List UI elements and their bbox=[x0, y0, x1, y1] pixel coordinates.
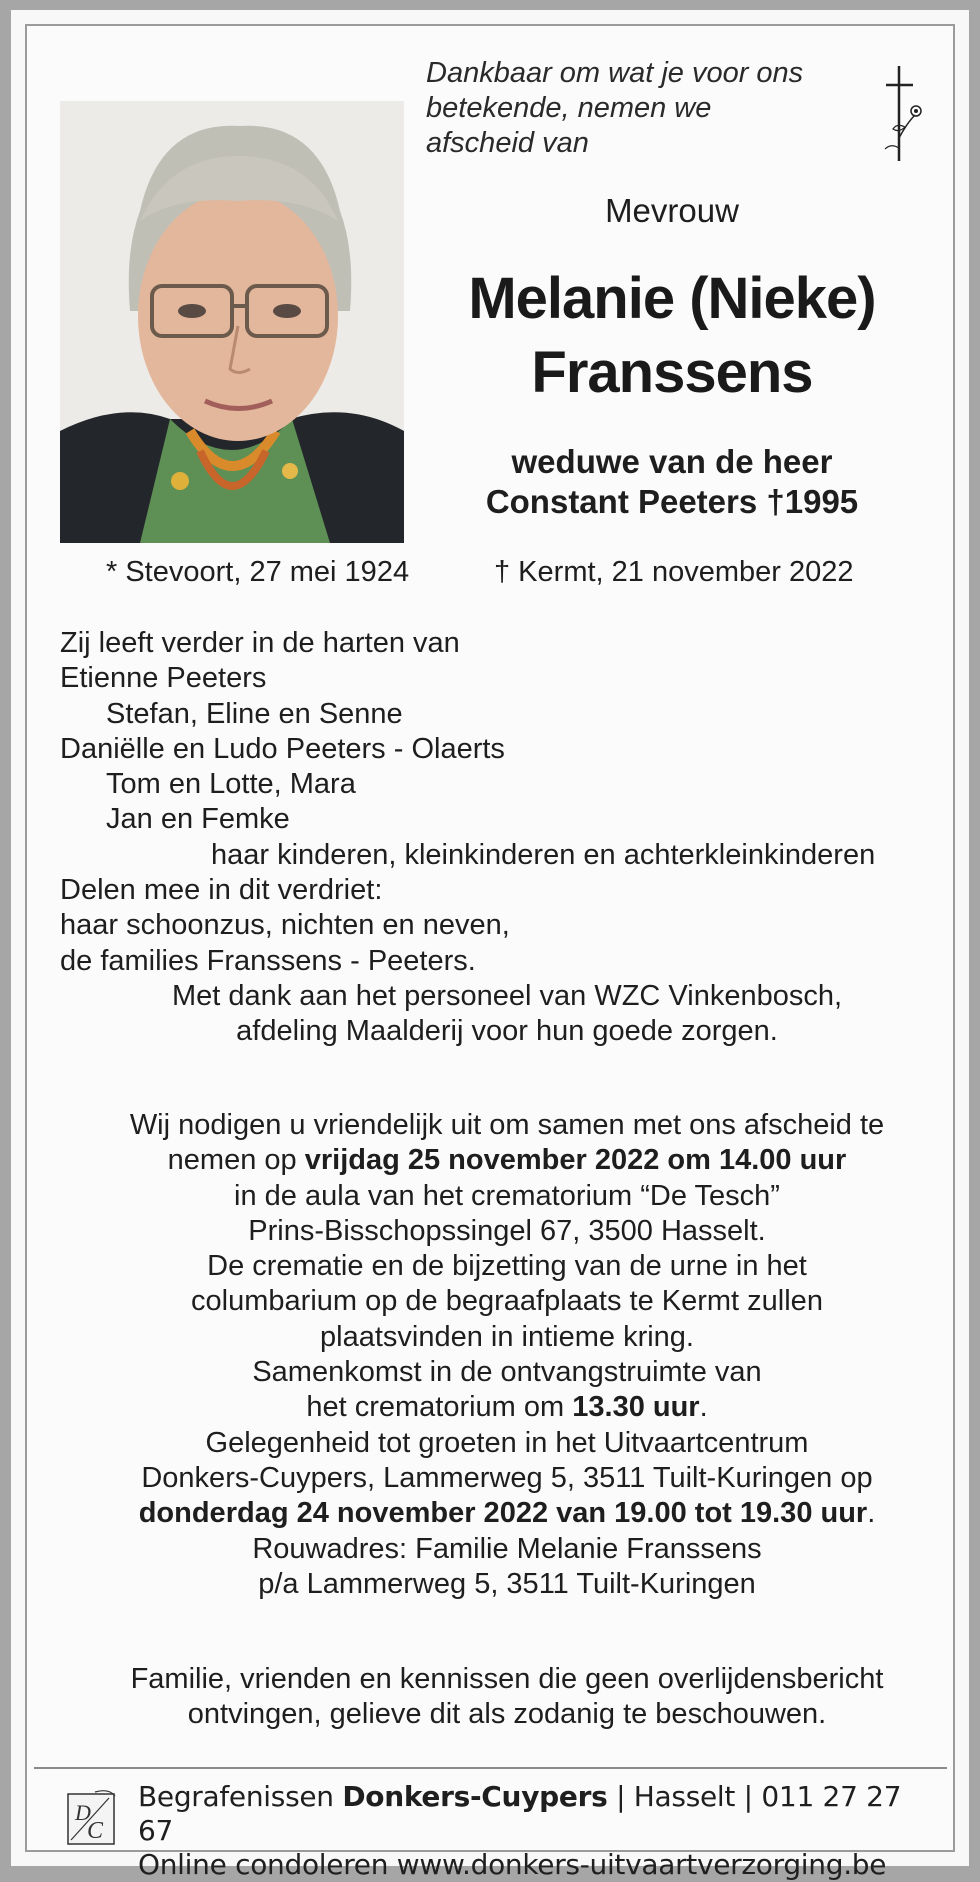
cross-with-rose-icon bbox=[877, 63, 927, 163]
family-line: de families Franssens - Peeters. bbox=[60, 944, 476, 977]
invitation-line: in de aula van het crematorium “De Tesch” bbox=[234, 1179, 780, 1212]
invitation-line: plaatsvinden in intieme kring. bbox=[320, 1320, 694, 1353]
funeral-home-info bbox=[138, 1780, 938, 1882]
invitation-line: columbarium op de begraafplaats te Kermt zullen bbox=[191, 1285, 823, 1318]
family-line: Jan en Femke bbox=[106, 803, 290, 836]
family-line: Stefan, Eline en Senne bbox=[106, 697, 403, 730]
intro-line: Dankbaar om wat je voor ons bbox=[426, 57, 804, 89]
invitation-line: Donkers-Cuypers, Lammerweg 5, 3511 Tuilt-Kuringen op bbox=[141, 1461, 873, 1494]
notice-line: Familie, vrienden en kennissen die geen overlijdensbericht bbox=[130, 1663, 884, 1695]
footer-divider bbox=[34, 1767, 947, 1769]
notice-text bbox=[47, 1662, 967, 1733]
invitation-line: Samenkomst in de ontvangstruimte van bbox=[252, 1356, 762, 1389]
invitation-line: donderdag 24 november 2022 van 19.00 tot 19.30 uur. bbox=[138, 1497, 876, 1530]
intro-line: betekende, nemen we bbox=[426, 92, 712, 124]
gathering-time: 13.30 uur bbox=[572, 1391, 700, 1424]
invitation-line: De crematie en de bijzetting van de urne in het bbox=[207, 1250, 807, 1283]
intro-line: afscheid van bbox=[426, 127, 589, 159]
deceased-name bbox=[382, 262, 962, 410]
thanks-text bbox=[47, 979, 967, 1050]
widow-of bbox=[382, 442, 962, 522]
name-line-first: Melanie (Nieke) bbox=[468, 266, 876, 331]
invitation-line: Gelegenheid tot groeten in het Uitvaartcentrum bbox=[205, 1426, 809, 1459]
card-frame bbox=[25, 24, 955, 1881]
spouse-name: Constant Peeters †1995 bbox=[485, 483, 859, 520]
portrait-image bbox=[60, 101, 404, 543]
invitation-text bbox=[47, 1108, 967, 1532]
family-line: Tom en Lotte, Mara bbox=[106, 768, 356, 801]
salutation: Mevrouw bbox=[605, 192, 739, 229]
family-list bbox=[60, 626, 960, 979]
family-line: haar schoonzus, nichten en neven, bbox=[60, 909, 510, 942]
funeral-home-line: Begrafenissen Donkers-Cuypers | Hasselt | 011 27 27 67 bbox=[138, 1780, 902, 1847]
name-line-last: Franssens bbox=[531, 340, 813, 405]
intro-text bbox=[426, 56, 846, 161]
visitation-datetime: donderdag 24 november 2022 van 19.00 tot 19.30 uur bbox=[138, 1497, 868, 1530]
address-line: p/a Lammerweg 5, 3511 Tuilt-Kuringen bbox=[258, 1568, 756, 1601]
thanks-line: Met dank aan het personeel van WZC Vinkenbosch, bbox=[171, 980, 843, 1012]
ceremony-datetime: vrijdag 25 november 2022 om 14.00 uur bbox=[304, 1144, 847, 1177]
obituary-card bbox=[11, 10, 969, 1881]
widow-line: weduwe van de heer bbox=[511, 443, 833, 480]
condolence-website: Online condoleren www.donkers-uitvaartverzorging.be bbox=[138, 1848, 887, 1881]
death-info: † Kermt, 21 november 2022 bbox=[494, 556, 854, 588]
birth-info: * Stevoort, 27 mei 1924 bbox=[106, 556, 410, 588]
family-line: Zij leeft verder in de harten van bbox=[60, 627, 460, 659]
invitation-line: nemen op vrijdag 25 november 2022 om 14.00 uur bbox=[167, 1144, 847, 1177]
family-line: Etienne Peeters bbox=[60, 662, 267, 695]
address-line: Rouwadres: Familie Melanie Franssens bbox=[252, 1533, 762, 1565]
family-line: Delen mee in dit verdriet: bbox=[60, 874, 383, 907]
svg-text:D: D bbox=[75, 1800, 91, 1825]
family-line: Daniëlle en Ludo Peeters - Olaerts bbox=[60, 732, 505, 765]
svg-text:C: C bbox=[87, 1818, 104, 1844]
mourning-address bbox=[47, 1532, 967, 1603]
portrait-photo bbox=[60, 101, 404, 543]
funeral-home-name: Donkers-Cuypers bbox=[342, 1780, 608, 1813]
thanks-line: afdeling Maalderij voor hun goede zorgen. bbox=[236, 1015, 778, 1048]
notice-line: ontvingen, gelieve dit als zodanig te beschouwen. bbox=[187, 1698, 827, 1731]
invitation-line: Prins-Bisschopssingel 67, 3500 Hasselt. bbox=[248, 1214, 766, 1247]
family-line: haar kinderen, kleinkinderen en achterkleinkinderen bbox=[211, 838, 876, 871]
funeral-home-logo-icon bbox=[65, 1788, 119, 1848]
invitation-line: het crematorium om 13.30 uur. bbox=[306, 1391, 708, 1424]
invitation-line: Wij nodigen u vriendelijk uit om samen met ons afscheid te bbox=[129, 1109, 885, 1141]
